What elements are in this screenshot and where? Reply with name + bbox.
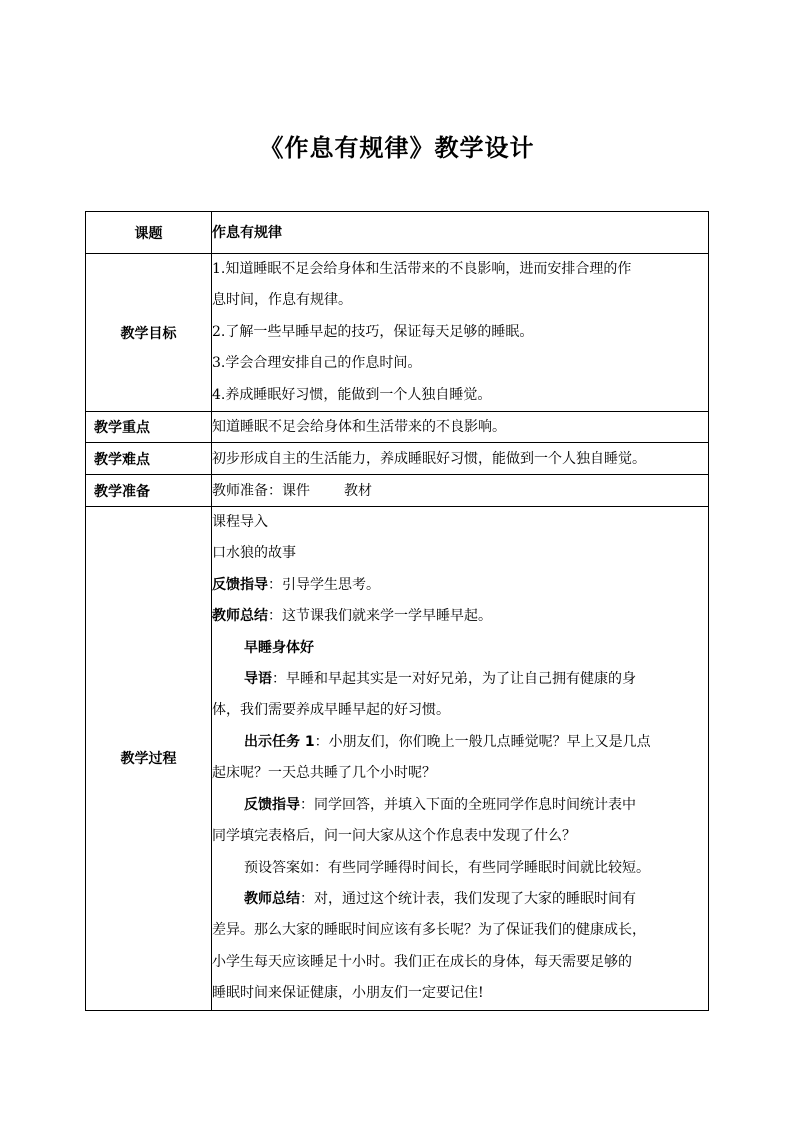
value-difficulty <box>212 443 709 475</box>
process-guide-cont: 体，我们需要养成早睡早起的好习惯。 <box>212 702 450 719</box>
value-key: 知道睡眠不足会给身体和生活带来的不良影响。 <box>212 412 709 443</box>
prep-material: 教材 <box>344 482 372 499</box>
summary-text: ：这节课我们就来学一学早睡早起。 <box>268 608 492 625</box>
process-summary-2 <box>212 884 708 915</box>
process-feedback-2-cont: 同学填完表格后，问一问大家从这个作息表中发现了什么？ <box>212 828 576 845</box>
section-title: 早睡身体好 <box>244 639 314 656</box>
label-topic: 课题 <box>86 212 212 254</box>
topic-text: 作息有规律 <box>212 224 282 241</box>
summary-label: 教师总结 <box>212 608 268 625</box>
goal-line: 2.了解一些早睡早起的技巧，保证每天足够的睡眠。 <box>212 323 534 340</box>
row-goals <box>86 254 709 412</box>
row-prep <box>86 475 709 507</box>
process-guide <box>212 664 708 695</box>
value-topic <box>212 212 709 254</box>
process-preset: 预设答案如：有些同学睡得时间长，有些同学睡眠时间就比较短。 <box>244 859 650 876</box>
process-feedback-2 <box>212 790 708 821</box>
row-topic <box>86 212 709 254</box>
label-key: 教学重点 <box>86 412 212 443</box>
task-text: ：小朋友们，你们晚上一般几点睡觉呢？早上又是几点 <box>314 733 651 750</box>
feedback-label: 反馈指导 <box>212 576 268 593</box>
feedback-label: 反馈指导 <box>244 796 300 813</box>
lesson-plan-table <box>85 211 709 1011</box>
process-summary-2-cont: 睡眠时间来保证健康，小朋友们一定要记住! <box>212 985 484 1002</box>
prep-teacher: 教师准备：课件 <box>212 482 310 499</box>
value-prep <box>212 475 709 507</box>
guide-label: 导语 <box>244 671 272 688</box>
guide-text: ：早睡和早起其实是一对好兄弟，为了让自己拥有健康的身 <box>272 671 636 688</box>
label-difficulty: 教学难点 <box>86 443 212 475</box>
row-key <box>86 412 709 443</box>
goal-line: 4.养成睡眠好习惯，能做到一个人独自睡觉。 <box>212 386 492 403</box>
goal-line: 1.知道睡眠不足会给身体和生活带来的不良影响，进而安排合理的作 <box>212 261 632 277</box>
feedback-text: ：引导学生思考。 <box>268 576 380 593</box>
row-process <box>86 507 709 1011</box>
summary-label: 教师总结 <box>244 890 300 907</box>
process-feedback-1 <box>212 570 708 601</box>
goal-line: 息时间，作息有规律。 <box>212 292 352 309</box>
label-prep: 教学准备 <box>86 475 212 507</box>
value-process <box>212 507 709 1011</box>
goal-line: 3.学会合理安排自己的作息时间。 <box>212 355 422 372</box>
summary-text: ：对，通过这个统计表，我们发现了大家的睡眠时间有 <box>300 890 636 907</box>
feedback-text: ：同学回答，并填入下面的全班同学作息时间统计表中 <box>300 796 636 813</box>
process-summary-2-cont: 差异。那么大家的睡眠时间应该有多长呢？为了保证我们的健康成长， <box>212 922 646 939</box>
task-label: 出示任务 1 <box>244 733 315 750</box>
row-difficulty <box>86 443 709 475</box>
value-goals <box>212 254 709 412</box>
label-goals: 教学目标 <box>86 254 212 412</box>
process-intro: 课程导入 <box>212 514 268 531</box>
difficulty-text: 初步形成自主的生活能力，养成睡眠好习惯，能做到一个人独自睡觉。 <box>212 450 646 467</box>
process-task-cont: 起床呢？一天总共睡了几个小时呢？ <box>212 765 436 782</box>
label-process: 教学过程 <box>86 507 212 1011</box>
process-story: 口水狼的故事 <box>212 545 296 562</box>
process-task <box>212 727 708 758</box>
page-title: 《作息有规律》教学设计 <box>259 134 535 162</box>
process-summary-2-cont: 小学生每天应该睡足十小时。我们正在成长的身体，每天需要足够的 <box>212 953 632 970</box>
process-summary-1 <box>212 601 708 632</box>
